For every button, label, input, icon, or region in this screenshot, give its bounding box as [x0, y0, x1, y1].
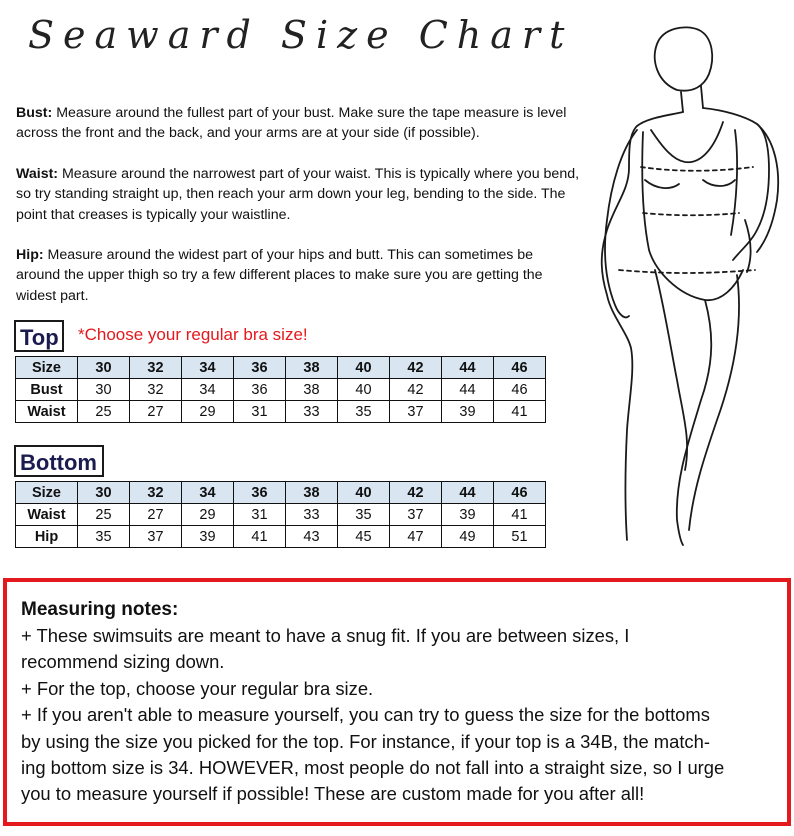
- table-cell: 33: [286, 401, 338, 423]
- table-cell: 37: [130, 526, 182, 548]
- table-cell: 40: [338, 357, 390, 379]
- table-cell: 47: [390, 526, 442, 548]
- table-row: [16, 401, 546, 423]
- right-arm-outline: [745, 124, 778, 272]
- table-cell: 30: [78, 379, 130, 401]
- table-cell: 35: [338, 504, 390, 526]
- leg-outline: [677, 300, 711, 545]
- table-cell: 44: [442, 379, 494, 401]
- bottom-section-label: Bottom: [14, 445, 104, 477]
- table-cell: 36: [234, 482, 286, 504]
- waist-label: Waist:: [16, 166, 59, 182]
- hip-label: Hip:: [16, 247, 44, 263]
- table-cell: 27: [130, 401, 182, 423]
- bra-size-note: *Choose your regular bra size!: [78, 325, 308, 344]
- table-cell: 25: [78, 504, 130, 526]
- table-cell: 32: [130, 482, 182, 504]
- hip-text: Measure around the widest part of your hips and butt. This can sometimes be around the upper thigh so try a few different places to make sure you are getting the widest part.: [16, 247, 543, 304]
- notes-line: by using the size you picked for the top. For instance, if your top is a 34B, the match-: [21, 730, 710, 752]
- table-row: [16, 504, 546, 526]
- top-section-label: Top: [14, 320, 64, 352]
- body-measurement-figure: [585, 20, 785, 550]
- table-cell: 42: [390, 357, 442, 379]
- table-cell: 30: [78, 357, 130, 379]
- notes-line: you to measure yourself if possible! These are custom made for you after all!: [21, 783, 645, 805]
- row-label: Waist: [16, 401, 78, 423]
- table-cell: 33: [286, 504, 338, 526]
- table-cell: 46: [494, 379, 546, 401]
- hip-measure-line: [619, 270, 755, 273]
- table-cell: 41: [234, 526, 286, 548]
- table-cell: 35: [338, 401, 390, 423]
- waist-description: [16, 164, 581, 225]
- table-cell: 41: [494, 504, 546, 526]
- row-label: Hip: [16, 526, 78, 548]
- bust-shading: [645, 180, 735, 188]
- table-cell: 30: [78, 482, 130, 504]
- table-cell: 29: [182, 401, 234, 423]
- waist-text: Measure around the narrowest part of your waist. This is typically where you bend, so try standing straight up, then reach your arm down your leg, bending to the side. The point that creases is typically your waistline.: [16, 166, 580, 223]
- table-cell: 51: [494, 526, 546, 548]
- row-label: Size: [16, 482, 78, 504]
- bust-label: Bust:: [16, 105, 53, 121]
- table-cell: 32: [130, 379, 182, 401]
- table-cell: 38: [286, 482, 338, 504]
- bust-description: [16, 103, 581, 144]
- table-cell: 37: [390, 401, 442, 423]
- hip-description: [16, 245, 581, 306]
- table-cell: 42: [390, 482, 442, 504]
- table-cell: 41: [494, 401, 546, 423]
- table-row: [16, 482, 546, 504]
- row-label: Waist: [16, 504, 78, 526]
- waist-measure-line: [643, 213, 739, 215]
- table-cell: 44: [442, 482, 494, 504]
- table-cell: 46: [494, 357, 546, 379]
- table-cell: 25: [78, 401, 130, 423]
- table-cell: 31: [234, 401, 286, 423]
- table-cell: 34: [182, 357, 234, 379]
- table-row: [16, 526, 546, 548]
- table-cell: 39: [182, 526, 234, 548]
- table-row: [16, 357, 546, 379]
- table-cell: 36: [234, 357, 286, 379]
- table-cell: 40: [338, 379, 390, 401]
- table-cell: 29: [182, 504, 234, 526]
- table-cell: 46: [494, 482, 546, 504]
- bust-text: Measure around the fullest part of your bust. Make sure the tape measure is level across the front and the back, and your arms are at your side (if possible).: [16, 105, 567, 142]
- leg-outline-3: [689, 275, 739, 530]
- table-cell: 45: [338, 526, 390, 548]
- notes-line: + If you aren't able to measure yourself, you can try to guess the size for the bottoms: [21, 704, 710, 726]
- notes-line: recommend sizing down.: [21, 651, 225, 673]
- table-cell: 36: [234, 379, 286, 401]
- row-label: Bust: [16, 379, 78, 401]
- table-cell: 40: [338, 482, 390, 504]
- row-label: Size: [16, 357, 78, 379]
- table-cell: 44: [442, 357, 494, 379]
- table-cell: 39: [442, 401, 494, 423]
- table-cell: 34: [182, 482, 234, 504]
- measuring-notes-box: [3, 578, 791, 826]
- page-title: Seaward Size Chart: [28, 13, 574, 57]
- table-cell: 38: [286, 357, 338, 379]
- table-cell: 49: [442, 526, 494, 548]
- leg-outline-2: [655, 270, 687, 470]
- notes-line: + These swimsuits are meant to have a snug fit. If you are between sizes, I: [21, 625, 630, 646]
- table-cell: 42: [390, 379, 442, 401]
- head-outline: [655, 27, 712, 90]
- table-cell: 32: [130, 357, 182, 379]
- notes-line: + For the top, choose your regular bra size.: [21, 677, 374, 699]
- table-row: [16, 379, 546, 401]
- table-cell: 27: [130, 504, 182, 526]
- notes-line: ing bottom size is 34. HOWEVER, most people do not fall into a straight size, so I urge: [21, 757, 725, 779]
- table-cell: 39: [442, 504, 494, 526]
- table-cell: 37: [390, 504, 442, 526]
- table-cell: 35: [78, 526, 130, 548]
- notes-title: Measuring notes:: [21, 599, 179, 620]
- table-cell: 34: [182, 379, 234, 401]
- table-cell: 31: [234, 504, 286, 526]
- table-cell: 38: [286, 379, 338, 401]
- top-size-table: [15, 356, 546, 423]
- table-cell: 43: [286, 526, 338, 548]
- bottom-size-table: [15, 481, 546, 548]
- swimsuit-neckline: [651, 122, 723, 162]
